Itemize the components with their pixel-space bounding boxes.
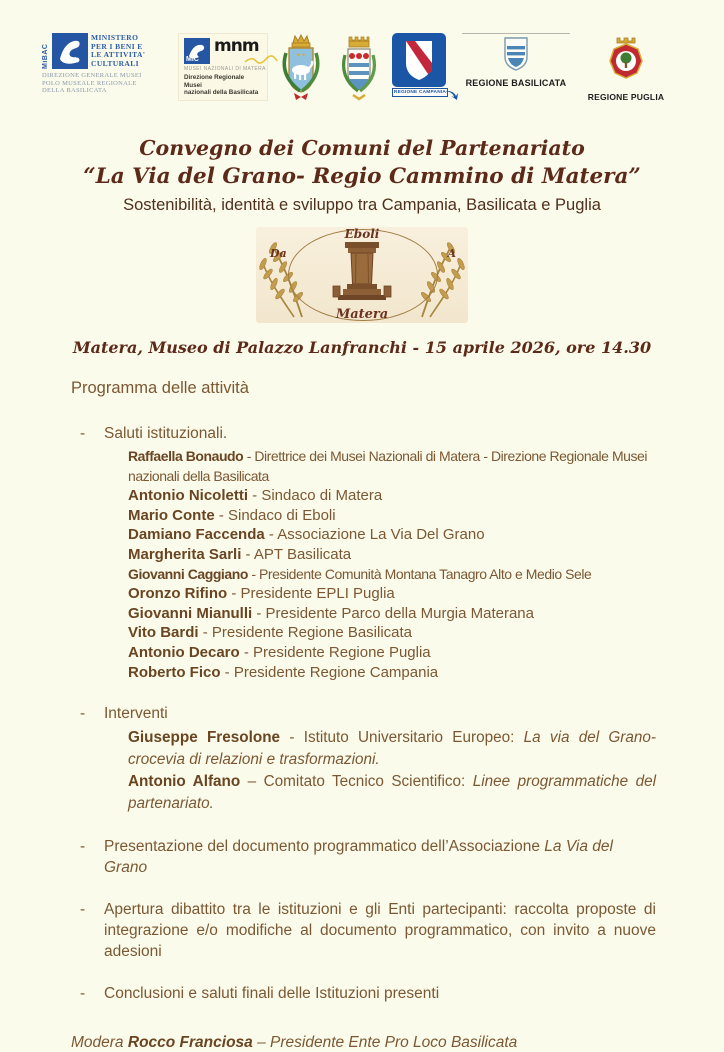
speaker-row (128, 565, 656, 585)
bullet-dash: - (80, 425, 86, 442)
presentazione-italic: La Via del Grano (104, 838, 613, 877)
talk-topic: La via del Grano- crocevia di relazioni e trasformazioni. (128, 729, 657, 768)
program-item-presentazione (80, 836, 656, 878)
talk-row (128, 771, 656, 814)
speaker-row (128, 604, 656, 624)
speaker-row (128, 643, 656, 663)
program-heading: Programma delle attività (71, 379, 249, 397)
regione-puglia-logo (578, 33, 674, 102)
program-item-saluti (80, 423, 656, 682)
mibac-ministry-line: MINISTERO (91, 33, 139, 42)
speaker-role: - Presidente Regione Puglia (239, 643, 431, 661)
program-list (80, 423, 656, 1004)
talk-topic: Linee programmatiche del partenariato. (128, 773, 656, 812)
title-block (0, 135, 724, 217)
speaker-row (128, 525, 656, 545)
talk-affiliation: – Comitato Tecnico Scientifico: (240, 773, 473, 791)
emblem-text-matera: Matera (335, 307, 389, 322)
basilicata-shield-icon (503, 37, 529, 71)
speaker-name: Antonio Decaro (128, 643, 240, 661)
speaker-role: - Direttrice dei Musei Nazionali di Matera - Direzione Regionale Musei nazionali della Basilicata (128, 448, 648, 484)
apertura-text: Apertura dibattito tra le istituzioni e gli Enti partecipanti: raccolta proposte di integrazione e/o modifiche al documento programmatico, con invito a nuove adesioni (104, 901, 656, 961)
moderator-role: – Presidente Ente Pro Loco Basilicata (252, 1034, 518, 1052)
mnm-dept-line: nazionali della Basilicata (184, 89, 259, 96)
basilicata-label: REGIONE BASILICATA (465, 78, 567, 88)
mibac-ministry-text (91, 33, 145, 68)
moderator-prefix: Modera (71, 1034, 128, 1052)
saluti-roster (128, 447, 656, 682)
speaker-name: Raffaella Bonaudo (128, 448, 244, 464)
mibac-ministry-line: PER I BENI E (91, 41, 143, 51)
speaker-name: Mario Conte (128, 506, 215, 524)
speaker-role: - Presidente EPLI Puglia (227, 585, 395, 603)
logo-strip (0, 0, 724, 119)
program-item-interventi (80, 703, 656, 815)
emblem-text-a: A (447, 247, 456, 260)
speaker-role: - Presidente Regione Basilicata (198, 624, 413, 642)
talk-speaker-name: Giuseppe Fresolone (128, 729, 281, 747)
bullet-dash: - (80, 838, 86, 856)
mic-label: MiC (186, 56, 199, 63)
bullet-dash: - (80, 705, 86, 723)
mibac-dept-line: POLO MUSEALE REGIONALE (42, 79, 137, 87)
emblem-text-eboli: Eboli (344, 227, 380, 241)
svg-text:✦✦: ✦✦ (295, 53, 307, 59)
eboli-coat-of-arms-icon (334, 33, 384, 109)
venue-date-line: Matera, Museo di Palazzo Lanfranchi - 15 aprile 2026, ore 14.30 (72, 338, 652, 357)
mibac-dept-line: DIREZIONE GENERALE MUSEI (42, 72, 142, 79)
bullet-dash: - (80, 985, 86, 1003)
matera-coat-of-arms-icon (276, 33, 326, 109)
mnm-wordmark: mnm (214, 36, 259, 56)
speaker-name: Margherita Sarli (128, 545, 242, 563)
campania-label: REGIONE CAMPANIA (393, 90, 447, 95)
via-del-grano-emblem (256, 227, 468, 323)
event-subtitle: Sostenibilità, identità e sviluppo tra Campania, Basilicata e Puglia (123, 196, 601, 214)
program-item-conclusioni (80, 983, 656, 1004)
moderator-line (71, 1034, 724, 1052)
speaker-name: Roberto Fico (128, 663, 221, 681)
mibac-department-text (42, 72, 170, 95)
talk-row (128, 727, 656, 770)
talk-affiliation: - Istituto Universitario Europeo: (280, 729, 524, 747)
regione-basilicata-logo (462, 33, 570, 88)
mnm-dept-line: Direzione Regionale Musei (184, 74, 245, 89)
mibac-vertical-label: MiBAC (42, 43, 49, 69)
speaker-name: Giovanni Caggiano (128, 565, 248, 582)
speaker-role: - Presidente Comunità Montana Tanagro Alto e Medio Sele (247, 565, 592, 582)
speaker-role: - Presidente Regione Campania (220, 663, 439, 681)
speaker-role: - APT Basilicata (241, 545, 352, 563)
speaker-name: Giovanni Mianulli (128, 604, 253, 622)
saluti-label: Saluti istituzionali. (104, 425, 228, 442)
talk-speaker-name: Antonio Alfano (128, 773, 241, 791)
program-item-apertura (80, 899, 656, 962)
mnm-department-text (184, 74, 262, 97)
speaker-row (128, 663, 656, 683)
conclusioni-text: Conclusioni e saluti finali delle Istituzioni presenti (104, 985, 440, 1003)
mic-logo-icon (184, 38, 210, 64)
mibac-dept-line: DELLA BASILICATA (42, 87, 107, 94)
emblem-text-da: Da (270, 247, 287, 260)
speaker-name: Oronzo Rifino (128, 585, 228, 603)
speaker-row (128, 623, 656, 643)
mibac-ministry-line: LE ATTIVITA' (91, 50, 146, 59)
moderator-name: Rocco Franciosa (127, 1034, 253, 1052)
bullet-dash: - (80, 901, 86, 919)
event-title-line1: Convegno dei Comuni del Partenariato (139, 136, 585, 160)
speaker-row (128, 486, 656, 506)
mibac-emblem-icon (52, 33, 88, 69)
speaker-name: Antonio Nicoletti (128, 487, 248, 505)
speaker-row (128, 506, 656, 526)
speaker-row (128, 584, 656, 604)
event-title-line2: “La Via del Grano- Regio Cammino di Matera” (83, 164, 641, 189)
presentazione-text: Presentazione del documento programmatico dell’Associazione (104, 838, 545, 856)
mibac-logo (42, 33, 170, 95)
speaker-name: Damiano Faccenda (128, 526, 265, 544)
mibac-ministry-line: CULTURALI (91, 58, 139, 68)
campania-shield-icon (392, 33, 446, 87)
speaker-row (128, 447, 656, 486)
mnm-caption: MUSEI NAZIONALI DI MATERA (184, 66, 266, 72)
campania-arrow-icon (444, 89, 460, 101)
speaker-row (128, 545, 656, 565)
puglia-label: REGIONE PUGLIA (587, 92, 665, 102)
speaker-role: - Sindaco di Eboli (214, 506, 336, 524)
speaker-name: Vito Bardi (128, 624, 199, 642)
interventi-talks (128, 727, 656, 814)
speaker-role: - Presidente Parco della Murgia Materana (252, 604, 534, 622)
monument-icon (325, 240, 399, 306)
speaker-role: - Associazione La Via Del Grano (264, 526, 485, 544)
interventi-label: Interventi (104, 705, 168, 723)
puglia-emblem-icon (604, 35, 648, 85)
regione-campania-logo (392, 33, 454, 97)
musei-nazionali-matera-logo (178, 33, 268, 101)
speaker-role: - Sindaco di Matera (248, 487, 383, 505)
